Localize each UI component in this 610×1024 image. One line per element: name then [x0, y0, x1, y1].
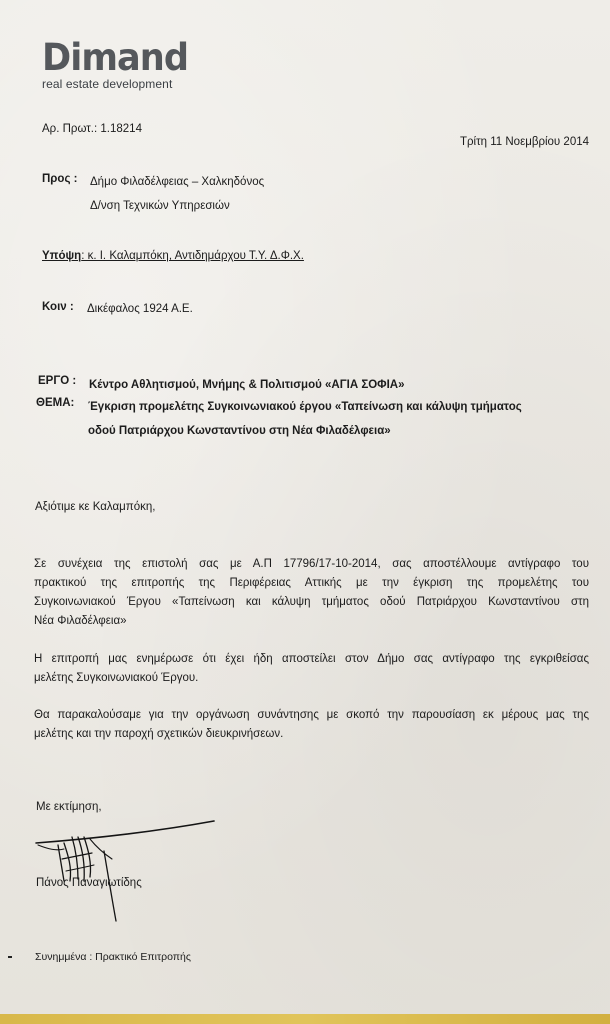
salutation: Αξιότιμε κε Καλαμπόκη, — [35, 501, 156, 513]
letter-date: Τρίτη 11 Νοεμβρίου 2014 — [459, 136, 589, 148]
reference-number: Αρ. Πρωτ.: 1.18214 — [42, 123, 142, 135]
bottom-edge-strip — [0, 1014, 610, 1024]
subject-label: ΘΕΜΑ: — [36, 397, 75, 409]
paragraph-1 — [34, 555, 589, 631]
paragraph-3 — [34, 706, 589, 744]
paragraph-1-line: πρακτικού της επιτροπής της Περιφέρειας Αττικής με την έγκριση της προμελέτης του — [34, 577, 589, 589]
recipient-line-2: Δ/νση Τεχνικών Υπηρεσιών — [90, 200, 230, 212]
subject-line-1: Έγκριση προμελέτης Συγκοινωνιακού έργου «Ταπείνωση και κάλυψη τμήματος — [88, 401, 522, 413]
bullet-mark — [8, 956, 12, 958]
logo-wordmark: Dimand — [42, 36, 189, 79]
attachment-note: Συνημμένα : Πρακτικό Επιτροπής — [35, 951, 191, 963]
project-label: ΕΡΓΟ : — [38, 375, 77, 387]
logo-tagline: real estate development — [42, 77, 173, 91]
attention-line — [42, 249, 304, 264]
signatory-name: Πάνος Παναγιωτίδης — [36, 877, 142, 889]
paragraph-2-line: Η επιτροπή μας ενημέρωσε ότι έχει ήδη αποστείλει στον Δήμο σας αντίγραφο της εγκριθείσας — [34, 653, 589, 665]
paragraph-1-line: Νέα Φιλαδέλφεια» — [34, 615, 127, 627]
company-logo — [42, 38, 192, 91]
handwritten-signature — [28, 815, 228, 925]
subject-line-2: οδού Πατριάρχου Κωνσταντίνου στη Νέα Φιλαδέλφεια» — [88, 425, 391, 437]
attention-text: : κ. Ι. Καλαμπόκη, Αντιδημάρχου Τ.Υ. Δ.Φ.Χ. — [81, 250, 304, 262]
paragraph-3-line: μελέτης και την παροχή σχετικών διευκρινήσεων. — [34, 728, 284, 740]
paragraph-1-line: Σε συνέχεια της επιστολή σας με Α.Π 17796/17-10-2014, σας αποστέλλουμε αντίγραφο του — [34, 558, 589, 570]
paragraph-2 — [34, 650, 589, 688]
project-text: Κέντρο Αθλητισμού, Μνήμης & Πολιτισμού «ΑΓΙΑ ΣΟΦΙΑ» — [89, 379, 405, 391]
attention-label: Υπόψη — [42, 250, 82, 262]
closing: Με εκτίμηση, — [36, 801, 102, 813]
cc-text: Δικέφαλος 1924 Α.Ε. — [87, 303, 193, 315]
paragraph-1-line: Συγκοινωνιακού Έργου «Ταπείνωση και κάλυψη τμήματος οδού Πατριάρχου Κωνσταντίνου στη — [34, 596, 589, 608]
recipient-line-1: Δήμο Φιλαδέλφειας – Χαλκηδόνος — [90, 176, 265, 188]
paragraph-3-line: Θα παρακαλούσαμε για την οργάνωση συνάντησης με σκοπό την παρουσίαση εκ μέρους μας της — [34, 709, 589, 721]
paragraph-2-line: μελέτης Συγκοινωνιακού Έργου. — [34, 672, 199, 684]
recipient-label: Προς : — [42, 173, 78, 185]
cc-label: Κοιν : — [42, 301, 74, 313]
